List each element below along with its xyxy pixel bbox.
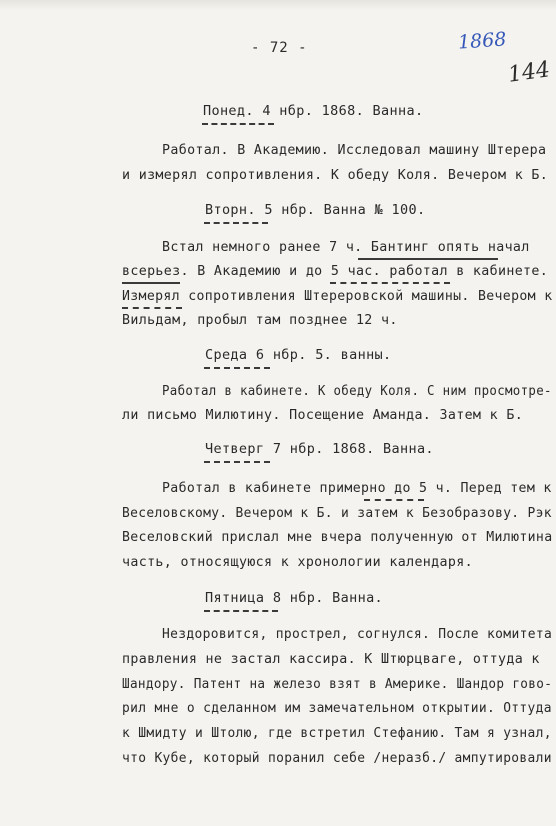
entry-line: рил мне о сделанном им замечательном открытии. Оттуда xyxy=(122,701,552,716)
page-number: - 72 - xyxy=(251,40,308,56)
entry-line: Веселовский прислал мне вчера полученную от Милютина xyxy=(122,530,553,545)
heading-underline xyxy=(202,123,274,125)
paper-edge-shadow xyxy=(0,0,556,10)
handwritten-year-annotation: 1868 xyxy=(457,28,508,54)
entry-heading-wednesday: Среда 6 нбр. 5. ванны. xyxy=(205,347,392,363)
heading-underline xyxy=(204,461,270,463)
entry-line: Измерял сопротивления Штереровской машины. Вечером к xyxy=(122,289,553,304)
entry-heading-friday: Пятница 8 нбр. Ванна. xyxy=(205,590,384,606)
entry-line: ли письмо Милютину. Посещение Аманда. Затем к Б. xyxy=(122,408,524,423)
entry-line: Нездоровится, прострел, согнулся. После комитета xyxy=(162,627,553,642)
entry-line: правления не застал кассира. К Штюрцваге, оттуда к xyxy=(122,652,540,667)
entry-line: что Кубе, который поранил себе /неразб./ ампутировали xyxy=(122,751,552,766)
heading-underline xyxy=(204,222,268,224)
text-underline xyxy=(122,307,182,309)
entry-heading-thursday: Четверг 7 нбр. 1868. Ванна. xyxy=(205,441,434,457)
text-underline xyxy=(364,499,424,501)
entry-line: Работал. В Академию. Исследовал машину Штерера xyxy=(162,143,547,158)
heading-underline xyxy=(204,610,278,612)
entry-line: Шандору. Патент на железо взят в Америке. Шандор гово- xyxy=(122,677,553,692)
entry-line: часть, относящуюся к хронологии календаря. xyxy=(122,555,473,570)
entry-line: и измерял сопротивления. К обеду Коля. Вечером к Б. xyxy=(122,168,549,183)
entry-line: Веселовскому. Вечером к Б. и затем к Безобразову. Рэк xyxy=(122,506,552,521)
entry-line: Работал в кабинете. К обеду Коля. С ним просмотре- xyxy=(162,384,552,399)
handwritten-page-mark: 144 xyxy=(506,57,552,88)
entry-line: Вильдам, пробыл там позднее 12 ч. xyxy=(122,313,398,328)
entry-line: всерьез. В Академию и до 5 час. работал в кабинете. xyxy=(122,264,549,279)
entry-line: к Шмидту и Штолю, где встретил Стефанию. Там я узнал, xyxy=(122,726,552,741)
entry-heading-monday: Понед. 4 нбр. 1868. Ванна. xyxy=(203,103,424,119)
entry-line: Работал в кабинете примерно до 5 ч. Перед тем к xyxy=(162,481,552,496)
entry-heading-tuesday: Вторн. 5 нбр. Ванна № 100. xyxy=(205,202,426,218)
entry-line: Встал немного ранее 7 ч. Бантинг опять начал xyxy=(162,240,530,255)
heading-underline xyxy=(204,367,270,369)
text-underline-bar xyxy=(122,282,180,284)
text-underline xyxy=(330,282,450,284)
text-underline-bar xyxy=(358,258,498,260)
